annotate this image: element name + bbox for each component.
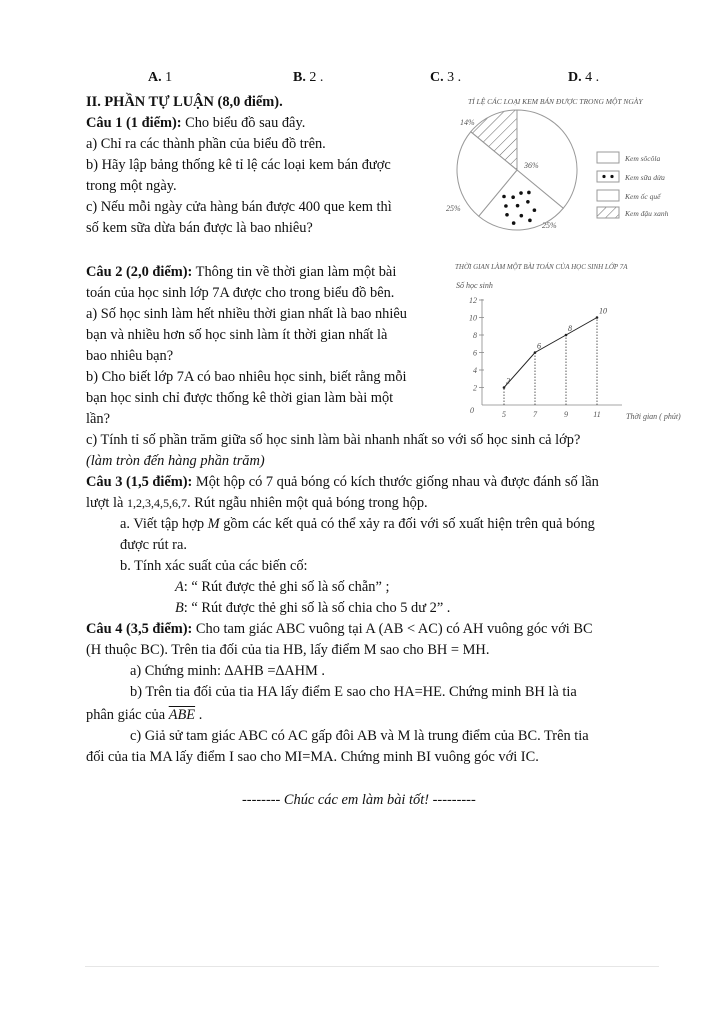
q4-line2: (H thuộc BC). Trên tia đối của tia HB, lấy điểm M sao cho BH = MH. [86, 642, 490, 658]
y-axis-label: Số học sinh [456, 281, 493, 290]
y-tick-label: 6 [473, 348, 477, 358]
legend-label: Kem sôcôla [625, 154, 661, 163]
q1-line: trong một ngày. [86, 178, 177, 194]
answer-d: D. 4 . [568, 70, 600, 85]
x-tick-label: 7 [533, 410, 537, 419]
data-label: 6 [537, 341, 541, 351]
section-title: II. PHẦN TỰ LUẬN (8,0 điểm). [86, 94, 283, 110]
q1-line: số kem sữa dừa bán được là bao nhiêu? [86, 220, 313, 236]
answer-b: B. 2 . [293, 70, 324, 85]
q1-line: b) Hãy lập bảng thống kê tỉ lệ các loại kem bán được [86, 157, 391, 173]
legend-label: Kem sữa dừa [625, 173, 665, 182]
x-axis-label: Thời gian ( phút) [626, 412, 681, 421]
q2-line: b) Cho biết lớp 7A có bao nhiêu học sinh, biết rằng mỗi [86, 369, 407, 385]
q4-c-line1: c) Giả sử tam giác ABC có AC gấp đôi AB và M là trung điểm của BC. Trên tia [130, 728, 589, 744]
data-label: 10 [599, 306, 607, 316]
q3-heading: Câu 3 (1,5 điểm): Một hộp có 7 quả bóng có kích thước giống nhau và được đánh số lần [86, 474, 599, 490]
q2-line: toán của học sinh lớp 7A được cho trong biểu đồ bên. [86, 285, 395, 301]
y-tick-label: 10 [469, 313, 477, 323]
answer-a: A. 1 [148, 70, 173, 85]
q2-line: bạn học sinh chỉ được thống kê thời gian làm bài một [86, 390, 394, 406]
q3-a-line1: a. Viết tập hợp M gồm các kết quả có thể xảy ra đối với số xuất hiện trên quả bóng [120, 516, 595, 532]
q3-event-a: A: “ Rút được thẻ ghi số là số chẵn” ; [175, 579, 390, 595]
q3-b-line: b. Tính xác suất của các biến cố: [120, 558, 308, 574]
pie-label-25-left: 25% [446, 204, 461, 213]
pie-title: TỈ LỆ CÁC LOẠI KEM BÁN ĐƯỢC TRONG MỘT NGÀY [468, 97, 643, 106]
legend-label: Kem đậu xanh [625, 209, 669, 218]
pie-legend [597, 152, 669, 218]
q4-a: a) Chứng minh: ∆AHB =∆AHM . [130, 663, 326, 679]
footer-divider [85, 966, 659, 967]
data-label: 2 [506, 376, 510, 386]
data-label: 8 [568, 324, 572, 333]
data-point [565, 334, 568, 337]
series-line [504, 318, 597, 388]
x-tick-label: 9 [564, 410, 568, 419]
x-tick-label: 5 [502, 410, 506, 419]
q4-heading: Câu 4 (3,5 điểm): Cho tam giác ABC vuông tại A (AB < AC) có AH vuông góc với BC [86, 621, 593, 637]
q2-line: a) Số học sinh làm hết nhiều thời gian nhất là bao nhiêu [86, 306, 407, 322]
q1-heading: Câu 1 (1 điểm): Cho biểu đồ sau đây. [86, 115, 306, 131]
legend-swatch-ocque [597, 190, 619, 201]
q1-line: c) Nếu mỗi ngày cửa hàng bán được 400 que kem thì [86, 199, 392, 215]
q4-b-line1: b) Trên tia đối của tia HA lấy điểm E sao cho HA=HE. Chứng minh BH là tia [130, 684, 577, 700]
y-tick-label: 12 [469, 296, 477, 305]
q2-note: (làm tròn đến hàng phần trăm) [86, 453, 265, 469]
legend-swatch-dauxanh [597, 207, 619, 218]
answer-c: C. 3 . [430, 70, 462, 85]
q2-line: bao nhiêu bạn? [86, 348, 174, 364]
q2-line: lần? [86, 411, 110, 427]
legend-label: Kem ốc quế [625, 192, 661, 201]
line-title: THỜI GIAN LÀM MỘT BÀI TOÁN CỦA HỌC SINH LỚP 7A [455, 263, 628, 271]
q2-line: bạn và nhiều hơn số học sinh làm ít thời gian nhất là [86, 327, 388, 343]
closing-message: -------- Chúc các em làm bài tốt! --------- [242, 792, 476, 808]
y-tick-label: 8 [473, 331, 477, 340]
q3-a-line2: được rút ra. [120, 537, 187, 553]
pie-label-14: 14% [460, 118, 475, 127]
x-tick-label: 11 [593, 410, 601, 419]
origin-label: 0 [470, 406, 474, 415]
line-chart [440, 255, 710, 425]
pie-label-25-right: 25% [542, 221, 557, 230]
q4-b-line2: phân giác của $\overline{ABE}$ . [86, 707, 203, 723]
legend-swatch-socola [597, 152, 619, 163]
data-point [596, 316, 599, 319]
q3-event-b: B: “ Rút được thẻ ghi số là số chia cho 5 dư 2” . [175, 600, 451, 616]
legend-swatch-suadua [597, 171, 619, 182]
q2-line: c) Tính tỉ số phần trăm giữa số học sinh làm bài nhanh nhất so với số học sinh cả lớp? [86, 432, 581, 448]
data-point [534, 351, 537, 354]
q1-line: a) Chỉ ra các thành phần của biểu đồ trên. [86, 136, 326, 152]
y-tick-label: 2 [473, 383, 477, 393]
y-tick-label: 4 [473, 366, 477, 375]
q3-line2: lượt là 1,2,3,4,5,6,7. Rút ngẫu nhiên một quả bóng trong hộp. [86, 495, 428, 511]
q4-c-line2: đối của tia MA lấy điểm I sao cho MI=MA. Chứng minh BI vuông góc với IC. [86, 749, 539, 765]
pie-label-36: 36% [524, 161, 539, 170]
pie-chart [438, 88, 688, 238]
data-point [503, 386, 506, 389]
q2-heading: Câu 2 (2,0 điểm): Thông tin về thời gian làm một bài [86, 264, 397, 280]
